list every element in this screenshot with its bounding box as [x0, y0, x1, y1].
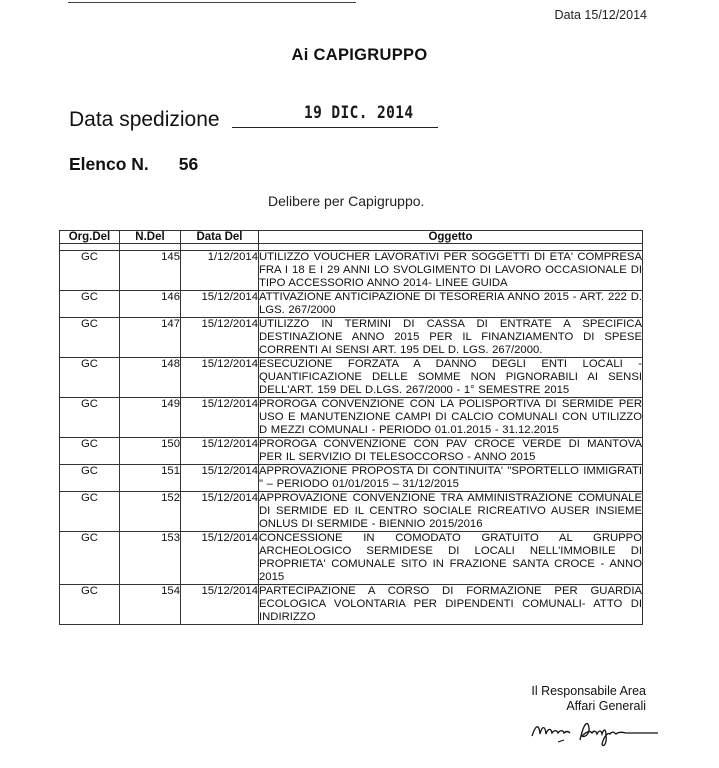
column-header-oggetto: Oggetto — [259, 231, 643, 244]
cell-ndel: 147 — [120, 318, 181, 358]
cell-data-del: 15/12/2014 — [181, 585, 259, 625]
cell-ndel: 148 — [120, 358, 181, 398]
cell-oggetto: PARTECIPAZIONE A CORSO DI FORMAZIONE PER GUARDIA ECOLOGICA VOLONTARIA PER DIPENDENTI COMUNALI- ATTO DI INDIRIZZO — [259, 585, 642, 623]
cell-data-del: 15/12/2014 — [181, 398, 259, 438]
cell-data-del: 15/12/2014 — [181, 358, 259, 398]
cell-oggetto: UTILIZZO IN TERMINI DI CASSA DI ENTRATE A SPECIFICA DESTINAZIONE ANNO 2015 PER IL FINANZIAMENTO DI SPESE CORRENTI AI SENSI ART. 195 DEL D. LGS. 267/2000. — [259, 318, 642, 356]
table-row — [60, 251, 643, 291]
cell-data-del: 15/12/2014 — [181, 438, 259, 465]
cell-org: GC — [60, 492, 120, 532]
document-date: Data 15/12/2014 — [554, 8, 647, 22]
cell-oggetto: PROROGA CONVENZIONE CON LA POLISPORTIVA DI SERMIDE PER USO E MANUTENZIONE CAMPI DI CALCIO COMUNALI CON UTILIZZO D MEZZI COMUNALI - PERIODO 01.01.2015 - 31.12.2015 — [259, 398, 642, 436]
cell-oggetto: ATTIVAZIONE ANTICIPAZIONE DI TESORERIA ANNO 2015 - ART. 222 D. LGS. 267/2000 — [259, 291, 642, 316]
cell-org: GC — [60, 585, 120, 625]
cell-ndel: 145 — [120, 251, 181, 291]
cell-org: GC — [60, 251, 120, 291]
elenco-number: 56 — [178, 154, 199, 174]
table-row — [60, 532, 643, 585]
cell-oggetto: CONCESSIONE IN COMODATO GRATUITO AL GRUPPO ARCHEOLOGICO SERMIDESE DI LOCALI NELL'IMMOBILE DI PROPRIETA' COMUNALE SITO IN FRAZIONE SANTA CROCE - ANNO 2015 — [259, 532, 642, 583]
page-title: Ai CAPIGRUPPO — [291, 46, 428, 64]
top-divider — [68, 2, 356, 3]
cell-data-del: 15/12/2014 — [181, 291, 259, 318]
cell-ndel: 154 — [120, 585, 181, 625]
cell-data-del: 15/12/2014 — [181, 532, 259, 585]
cell-data-del: 1/12/2014 — [181, 251, 259, 291]
table-row — [60, 465, 643, 492]
cell-org: GC — [60, 438, 120, 465]
table-spacer-row — [60, 244, 643, 251]
cell-org: GC — [60, 318, 120, 358]
elenco-heading — [69, 154, 198, 175]
cell-oggetto: UTILIZZO VOUCHER LAVORATIVI PER SOGGETTI DI ETA' COMPRESA FRA I 18 E I 29 ANNI LO SVOLGIMENTO DI LAVORO OCCASIONALE DI TIPO ACCESSORIO ANNO 2014- LINEE GUIDA — [259, 251, 642, 289]
elenco-label: Elenco N. — [69, 154, 149, 174]
table-header-row — [60, 231, 643, 244]
cell-ndel: 146 — [120, 291, 181, 318]
table-row — [60, 291, 643, 318]
cell-oggetto: ESECUZIONE FORZATA A DANNO DEGLI ENTI LOCALI - QUANTIFICAZIONE DELLE SOMME NON PIGNORABILI AI SENSI DELL'ART. 159 DEL D.LGS. 267/2000 - 1° SEMESTRE 2015 — [259, 358, 642, 396]
delibere-table — [59, 230, 643, 625]
cell-ndel: 149 — [120, 398, 181, 438]
cell-org: GC — [60, 398, 120, 438]
cell-ndel: 152 — [120, 492, 181, 532]
handwritten-signature — [530, 716, 660, 752]
table-row — [60, 398, 643, 438]
signatory-block — [531, 684, 646, 714]
spedizione-underline — [232, 127, 438, 128]
spedizione-label: Data spedizione — [69, 108, 220, 131]
table-row — [60, 358, 643, 398]
cell-data-del: 15/12/2014 — [181, 465, 259, 492]
cell-ndel: 151 — [120, 465, 181, 492]
table-row — [60, 438, 643, 465]
cell-org: GC — [60, 532, 120, 585]
subtitle: Delibere per Capigruppo. — [268, 193, 425, 209]
cell-oggetto: APPROVAZIONE PROPOSTA DI CONTINUITA' "SPORTELLO IMMIGRATI " – PERIODO 01/01/2015 – 31/12/2015 — [259, 465, 642, 490]
cell-oggetto: PROROGA CONVENZIONE CON PAV CROCE VERDE DI MANTOVA PER IL SERVIZIO DI TELESOCCORSO - ANNO 2015 — [259, 438, 642, 463]
table-row — [60, 492, 643, 532]
table-row — [60, 318, 643, 358]
signatory-title: Il Responsabile Area — [531, 684, 646, 698]
cell-ndel: 153 — [120, 532, 181, 585]
table-row — [60, 585, 643, 625]
cell-ndel: 150 — [120, 438, 181, 465]
cell-data-del: 15/12/2014 — [181, 318, 259, 358]
spedizione-stamp-date: 19 DIC. 2014 — [304, 104, 414, 123]
cell-data-del: 15/12/2014 — [181, 492, 259, 532]
column-header-ndel: N.Del — [120, 231, 181, 244]
cell-org: GC — [60, 291, 120, 318]
column-header-data: Data Del — [181, 231, 259, 244]
column-header-org: Org.Del — [60, 231, 120, 244]
cell-org: GC — [60, 465, 120, 492]
cell-oggetto: APPROVAZIONE CONVENZIONE TRA AMMINISTRAZIONE COMUNALE DI SERMIDE ED IL CENTRO SOCIALE RICREATIVO AUSER INSIEME ONLUS DI SERMIDE - BIENNIO 2015/2016 — [259, 492, 642, 530]
signatory-office: Affari Generali — [566, 699, 646, 713]
cell-org: GC — [60, 358, 120, 398]
